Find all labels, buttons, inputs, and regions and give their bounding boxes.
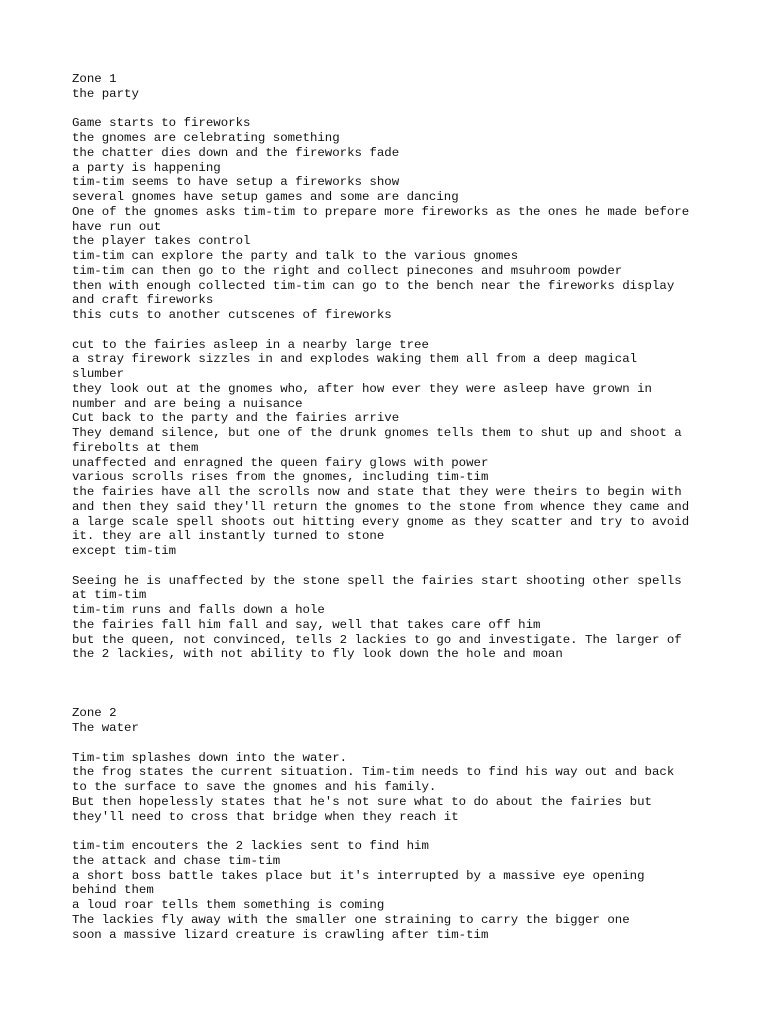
text-line: the 2 lackies, with not ability to fly look down the hole and moan	[72, 647, 563, 662]
text-line: then with enough collected tim-tim can go to the bench near the fireworks display	[72, 278, 675, 293]
text-line: the player takes control	[72, 234, 251, 249]
text-line: the frog states the current situation. Tim-tim needs to find his way out and back	[72, 765, 675, 780]
paragraph	[72, 574, 712, 663]
zone-1-paragraphs	[72, 116, 712, 662]
text-line: firebolts at them	[72, 440, 199, 455]
text-line: tim-tim encouters the 2 lackies sent to find him	[72, 839, 429, 853]
text-line: a short boss battle takes place but it's interrupted by a massive eye opening	[72, 868, 645, 883]
text-line: at tim-tim	[72, 588, 147, 603]
text-line: tim-tim can then go to the right and collect pinecones and msuhroom powder	[72, 263, 623, 278]
zone-2-paragraphs	[72, 751, 712, 943]
paragraph-gap	[72, 736, 712, 751]
paragraph	[72, 839, 712, 942]
document-page	[72, 72, 712, 942]
text-line: a large scale spell shoots out hitting every gnome as they scatter and try to avoid	[72, 514, 690, 529]
text-line: tim-tim seems to have setup a fireworks show	[72, 175, 400, 190]
text-line: The lackies fly away with the smaller one straining to carry the bigger one	[72, 912, 630, 927]
zone-1-subheading: the party	[72, 86, 139, 101]
text-line: have run out	[72, 219, 162, 234]
zone-1-heading: Zone 1	[72, 72, 117, 86]
paragraph-gap	[72, 323, 712, 338]
text-line: a party is happening	[72, 160, 221, 175]
text-line: One of the gnomes asks tim-tim to prepare more fireworks as the ones he made before	[72, 204, 690, 219]
text-line: a loud roar tells them something is coming	[72, 898, 385, 912]
text-line: and then they said they'll return the gnomes to the stone from whence they came and	[72, 499, 690, 514]
text-line: Tim-tim splashes down into the water.	[72, 750, 348, 765]
text-line: behind them	[72, 883, 154, 898]
paragraph-gap	[72, 102, 712, 117]
text-line: slumber	[72, 367, 125, 381]
text-line: the attack and chase tim-tim	[72, 853, 281, 868]
text-line: Seeing he is unaffected by the stone spell the fairies start shooting other spells	[72, 573, 682, 588]
text-line: this cuts to another cutscenes of fireworks	[72, 308, 392, 322]
text-line: they'll need to cross that bridge when they reach it	[72, 809, 459, 824]
text-line: the gnomes are celebrating something	[72, 131, 340, 145]
zone-2-section	[72, 706, 712, 942]
zone-2-subheading: The water	[72, 721, 139, 735]
zone-2-heading: Zone 2	[72, 706, 117, 721]
text-line: cut to the fairies asleep in a nearby large tree	[72, 337, 429, 352]
paragraph-gap	[72, 824, 712, 839]
text-line: they look out at the gnomes who, after how ever they were asleep have grown in	[72, 381, 652, 396]
text-line: soon a massive lizard creature is crawling after tim-tim	[72, 927, 489, 942]
text-line: various scrolls rises from the gnomes, including tim-tim	[72, 470, 489, 485]
text-line: number and are being a nuisance	[72, 396, 303, 411]
text-line: tim-tim runs and falls down a hole	[72, 603, 325, 617]
text-line: several gnomes have setup games and some are dancing	[72, 190, 459, 204]
text-line: the fairies have all the scrolls now and state that they were theirs to begin with	[72, 485, 682, 499]
text-line: but the queen, not convinced, tells 2 lackies to go and investigate. The larger of	[72, 632, 682, 647]
paragraph	[72, 116, 712, 323]
text-line: Game starts to fireworks	[72, 116, 251, 131]
paragraph-gap	[72, 559, 712, 574]
text-line: except tim-tim	[72, 544, 177, 558]
paragraph	[72, 338, 712, 559]
text-line: tim-tim can explore the party and talk to the various gnomes	[72, 249, 519, 263]
text-line: the chatter dies down and the fireworks fade	[72, 145, 400, 160]
text-line: a stray firework sizzles in and explodes waking them all from a deep magical	[72, 352, 638, 367]
section-gap	[72, 662, 712, 706]
text-line: to the surface to save the gnomes and his family.	[72, 780, 437, 794]
paragraph	[72, 751, 712, 825]
text-line: They demand silence, but one of the drunk gnomes tells them to shut up and shoot a	[72, 426, 682, 440]
text-line: Cut back to the party and the fairies arrive	[72, 411, 400, 426]
text-line: But then hopelessly states that he's not sure what to do about the fairies but	[72, 794, 652, 809]
text-line: unaffected and enragned the queen fairy glows with power	[72, 455, 489, 470]
text-line: it. they are all instantly turned to stone	[72, 529, 385, 544]
zone-1-section	[72, 72, 712, 662]
text-line: and craft fireworks	[72, 293, 214, 308]
text-line: the fairies fall him fall and say, well that takes care off him	[72, 617, 541, 632]
